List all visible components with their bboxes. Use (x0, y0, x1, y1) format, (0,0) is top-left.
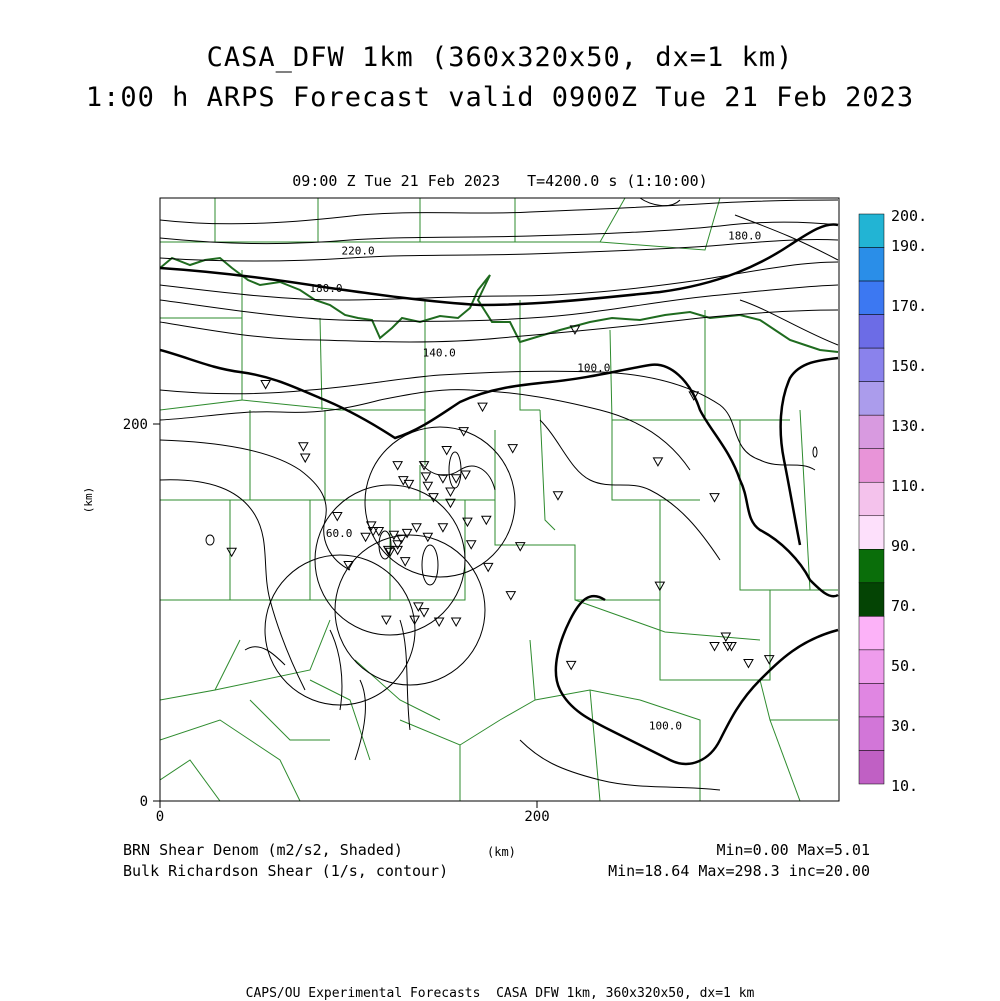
y-axis-unit: (km) (82, 486, 95, 514)
station-marker (516, 543, 525, 551)
station-marker (361, 533, 370, 541)
colorbar-label: 70. (891, 597, 919, 615)
station-marker (744, 659, 753, 667)
station-marker (423, 482, 432, 490)
contour-label: 180.0 (728, 229, 762, 243)
colorbar-swatch (859, 348, 884, 382)
colorbar-label: 50. (891, 657, 919, 675)
contour-label: 100.0 (648, 719, 683, 733)
chart-title-valid-time: 1:00 h ARPS Forecast valid 0900Z Tue 21 Feb 2023 (85, 82, 915, 113)
colorbar-swatch (859, 449, 884, 483)
station-marker (467, 541, 476, 549)
colorbar-swatch (859, 415, 884, 449)
station-marker (710, 494, 719, 502)
station-marker (299, 443, 308, 451)
x-tick-label-200: 200 (524, 809, 550, 825)
chart-title: CASA_DFW 1km (360x320x50, dx=1 km) (206, 42, 794, 73)
colorbar-swatch (859, 214, 884, 248)
colorbar-swatch (859, 717, 884, 751)
station-marker (401, 558, 410, 566)
station-marker (506, 592, 515, 600)
station-marker (382, 616, 391, 624)
colorbar-label: 30. (891, 717, 919, 735)
station-marker (484, 563, 493, 571)
station-marker (442, 447, 451, 455)
station-marker (421, 473, 430, 481)
colorbar-swatch (859, 750, 884, 784)
station-markers (227, 326, 774, 669)
x-tick-label-0: 0 (155, 809, 165, 825)
colorbar-swatch (859, 382, 884, 416)
colorbar-swatch (859, 516, 884, 550)
contour-label: 100.0 (577, 361, 611, 375)
station-marker (403, 529, 412, 537)
footer-credit: CAPS/OU Experimental Forecasts CASA DFW 1km, 360x320x50, dx=1 km (245, 986, 755, 1001)
colorbar-label: 170. (891, 297, 928, 315)
station-marker (261, 381, 270, 389)
station-marker (438, 475, 447, 483)
contour-blobs (206, 447, 817, 585)
station-marker (333, 512, 342, 520)
colorbar-swatch (859, 616, 884, 650)
y-tick-label-0: 0 (139, 794, 148, 810)
colorbar-swatch (859, 315, 884, 349)
station-marker (482, 516, 491, 524)
station-marker (508, 445, 517, 453)
colorbar-label: 110. (891, 477, 928, 495)
station-marker (414, 603, 423, 611)
colorbar-swatch (859, 583, 884, 617)
contour-label: 220.0 (341, 244, 375, 258)
colorbar-label: 200. (891, 207, 928, 225)
station-marker (227, 548, 236, 556)
station-marker (452, 618, 461, 626)
colorbar-label: 90. (891, 537, 919, 555)
shaded-min-max: Min=0.00 Max=5.01 (716, 841, 870, 859)
colorbar-swatch (859, 549, 884, 583)
station-marker (420, 609, 429, 617)
station-marker (710, 642, 719, 650)
station-marker (765, 656, 774, 664)
contour-label: 140.0 (422, 346, 456, 360)
colorbar-swatch (859, 683, 884, 717)
station-marker (461, 471, 470, 479)
colorbar (859, 207, 927, 795)
contour-label: 180.0 (309, 282, 343, 296)
colorbar-label: 10. (891, 777, 919, 795)
colorbar-swatch (859, 281, 884, 315)
station-marker (393, 462, 402, 470)
x-axis-unit: (km) (487, 845, 516, 859)
contour-label: 60.0 (325, 527, 353, 541)
contour-labels (309, 229, 761, 732)
station-marker (438, 524, 447, 532)
station-marker (412, 524, 421, 532)
station-marker (463, 518, 472, 526)
colorbar-swatch (859, 650, 884, 684)
station-marker (653, 458, 662, 466)
colorbar-swatch (859, 482, 884, 516)
y-tick-label-200: 200 (122, 417, 148, 433)
contour-min-max: Min=18.64 Max=298.3 inc=20.00 (608, 862, 870, 880)
colorbar-label: 130. (891, 417, 928, 435)
legend-shaded-field: BRN Shear Denom (m2/s2, Shaded) (123, 841, 403, 859)
colorbar-label: 190. (891, 237, 928, 255)
station-marker (446, 488, 455, 496)
colorbar-swatch (859, 248, 884, 282)
station-marker (553, 492, 562, 500)
shear-contours (160, 198, 838, 790)
legend-contour-field: Bulk Richardson Shear (1/s, contour) (123, 862, 449, 880)
shear-contours-bold (160, 224, 838, 763)
station-marker (478, 403, 487, 411)
station-marker (567, 661, 576, 669)
chart-subtitle: 09:00 Z Tue 21 Feb 2023 T=4200.0 s (1:10:00) (292, 172, 708, 190)
colorbar-label: 150. (891, 357, 928, 375)
station-marker (393, 546, 402, 554)
map-background (160, 198, 838, 801)
station-marker (301, 454, 310, 462)
